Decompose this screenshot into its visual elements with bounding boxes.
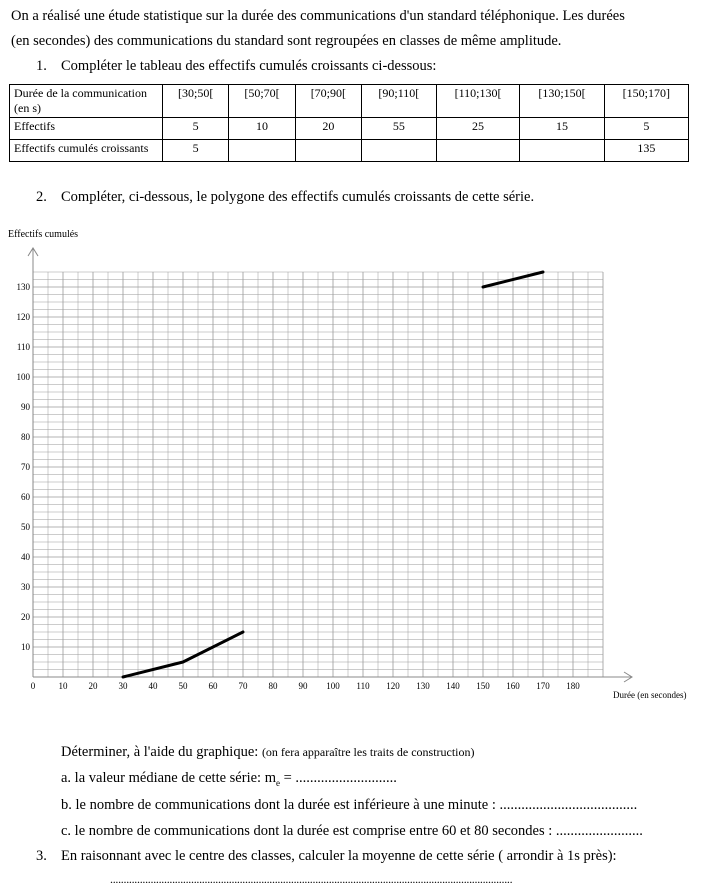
x-tick-label: 170 (536, 681, 550, 691)
effectif-cell: 55 (362, 118, 437, 140)
intro-line-2: (en secondes) des communications du standard sont regroupées en classes de même amplitude. (11, 33, 562, 49)
q3-answer-line[interactable]: ..................................................................................................................................................... (110, 872, 513, 886)
cumul-cell[interactable] (295, 140, 361, 162)
q3-number: 3. (36, 848, 47, 864)
effectif-cell: 5 (604, 118, 688, 140)
question-a-text: a. la valeur médiane de cette série: m (61, 770, 276, 786)
header-label-cell: Durée de la communication (en s) (10, 85, 163, 118)
y-tick-label: 70 (21, 462, 30, 472)
y-tick-label: 10 (21, 642, 30, 652)
x-tick-label: 150 (476, 681, 490, 691)
effectif-cell: 5 (163, 118, 229, 140)
x-tick-label: 50 (178, 681, 188, 691)
cumul-cell[interactable]: 135 (604, 140, 688, 162)
x-tick-label: 130 (416, 681, 430, 691)
y-tick-label: 30 (21, 582, 30, 592)
cumul-cell[interactable] (436, 140, 520, 162)
x-tick-label: 60 (208, 681, 218, 691)
y-tick-label: 80 (21, 432, 30, 442)
x-axis-label: Durée (en secondes) (613, 690, 687, 700)
y-tick-label: 90 (21, 402, 30, 412)
table-header-row (10, 85, 689, 118)
effectif-cell: 15 (520, 118, 604, 140)
question-a (61, 770, 397, 788)
y-tick-label: 110 (16, 342, 30, 352)
class-cell: [50;70[ (229, 85, 295, 118)
q3-text: En raisonnant avec le centre des classes, calculer la moyenne de cette série ( arrondir à 1s près): (61, 848, 617, 864)
determine-intro (61, 744, 475, 761)
effectif-cell: 20 (295, 118, 361, 140)
effectif-cell: 25 (436, 118, 520, 140)
x-tick-label: 40 (148, 681, 158, 691)
class-cell: [130;150[ (520, 85, 604, 118)
cumul-cell[interactable] (229, 140, 295, 162)
x-tick-label: 20 (88, 681, 98, 691)
question-c: c. le nombre de communications dont la durée est comprise entre 60 et 80 secondes : ........................ (61, 823, 643, 839)
x-tick-label: 100 (326, 681, 340, 691)
determine-intro-main: Déterminer, à l'aide du graphique: (61, 744, 259, 760)
y-tick-label: 20 (21, 612, 30, 622)
effectif-cell: 10 (229, 118, 295, 140)
x-tick-label: 10 (58, 681, 68, 691)
y-tick-label: 120 (16, 312, 30, 322)
cumul-cell[interactable] (362, 140, 437, 162)
y-tick-label: 60 (21, 492, 30, 502)
class-cell: [110;130[ (436, 85, 520, 118)
x-tick-label: 90 (298, 681, 308, 691)
y-tick-labels (17, 282, 31, 652)
y-axis-label: Effectifs cumulés (8, 229, 79, 240)
chart-grid (33, 272, 603, 677)
x-tick-labels (31, 681, 581, 691)
frequency-table (9, 84, 689, 162)
table-row-effectifs (10, 118, 689, 140)
x-tick-label: 30 (118, 681, 128, 691)
class-cell: [90;110[ (362, 85, 437, 118)
row-label-cumules: Effectifs cumulés croissants (10, 140, 163, 162)
class-cell: [30;50[ (163, 85, 229, 118)
question-a-answer-line[interactable]: = ............................ (279, 770, 397, 786)
x-tick-label: 180 (566, 681, 580, 691)
cumul-cell[interactable] (520, 140, 604, 162)
x-tick-label: 80 (268, 681, 278, 691)
question-a-sub: e (275, 777, 280, 788)
y-tick-label: 100 (16, 372, 30, 382)
q1-text: Compléter le tableau des effectifs cumulés croissants ci-dessous: (61, 58, 437, 74)
row-label-effectifs: Effectifs (10, 118, 163, 140)
cumul-cell[interactable]: 5 (163, 140, 229, 162)
question-b: b. le nombre de communications dont la durée est inférieure à une minute : ...................................... (61, 797, 638, 813)
x-tick-label: 70 (238, 681, 248, 691)
x-tick-label: 110 (356, 681, 370, 691)
x-tick-label: 0 (30, 681, 36, 691)
x-tick-label: 120 (386, 681, 400, 691)
table-row-cumules (10, 140, 689, 162)
x-tick-label: 160 (506, 681, 520, 691)
cumulative-frequency-chart (0, 222, 709, 707)
q2-text: Compléter, ci-dessous, le polygone des effectifs cumulés croissants de cette série. (61, 189, 535, 205)
class-cell: [150;170] (604, 85, 688, 118)
intro-line-1: On a réalisé une étude statistique sur la durée des communications d'un standard téléphonique. Les durées (11, 8, 625, 24)
y-tick-label: 130 (16, 282, 30, 292)
x-tick-label: 140 (446, 681, 460, 691)
q1-number: 1. (36, 58, 47, 74)
class-cell: [70;90[ (295, 85, 361, 118)
y-tick-label: 40 (21, 552, 30, 562)
determine-intro-note: (on fera apparaître les traits de construction) (261, 745, 475, 759)
y-tick-label: 50 (21, 522, 30, 532)
q2-number: 2. (36, 189, 47, 205)
